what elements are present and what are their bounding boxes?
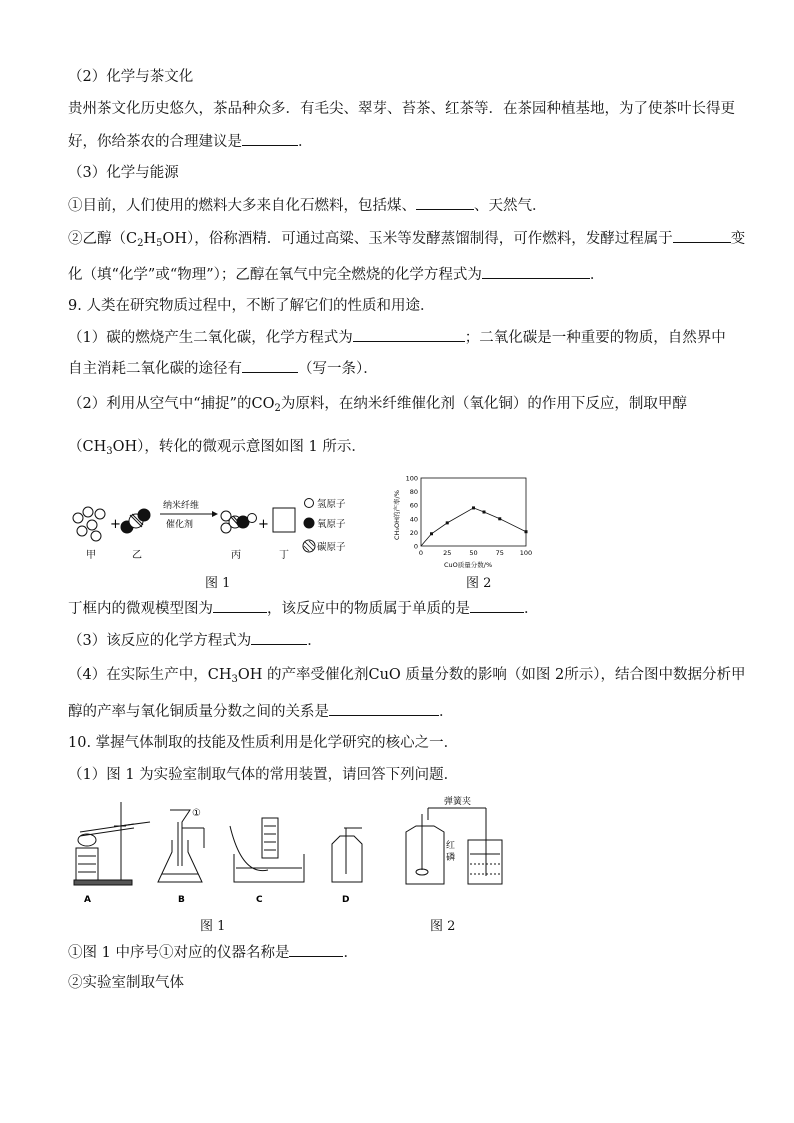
chart-data-point [472,506,475,509]
apparatus-d [332,828,362,882]
chart-series-line [421,508,526,546]
label-ding: 丁 [279,550,289,561]
question-9-part-4-cont: 醇的产率与氧化铜质量分数之间的关系是 ． [68,701,454,722]
chart-y-tick-label: 40 [409,515,418,524]
apparatus-figure-2-caption: 图 2 [430,919,456,934]
answer-blank[interactable] [242,358,298,373]
question-10-title: 10. 掌握气体制取的技能及性质利用是化学研究的核心之一． [68,735,459,751]
molecule-yi [121,509,150,533]
chart-x-tick-label: 50 [469,549,478,557]
label-b: B [178,895,185,905]
question-9-part-3: （3）该反应的化学方程式为 ． [68,630,322,651]
apparatus-a [74,802,150,885]
chart-y-tick-label: 20 [409,528,418,537]
chart-y-axis-label: CH₃OH的产率/% [393,490,401,540]
plus-sign: + [258,517,269,532]
chart-x-axis-label: CuO质量分数/% [444,561,493,569]
section-2-title: （2）化学与茶文化 [68,69,194,85]
answer-blank[interactable] [353,327,465,342]
answer-blank[interactable] [213,598,267,613]
legend-oxygen-label: 氧原子 [317,519,346,530]
chart-y-tick-label: 60 [409,501,418,510]
yield-chart [386,470,546,582]
figure-2-caption: 图 2 [466,576,492,591]
section-2-paragraph-1: 贵州茶文化历史悠久，茶品种众多．有毛尖、翠芽、苔茶、红茶等．在茶园种植基地，为了使茶叶长得更 [68,101,735,117]
question-10-item-2: ②实验室制取气体 [68,975,184,991]
legend-carbon-label: 碳原子 [317,542,346,553]
section-3-item-2-cont: 化（填“化学”或“物理”）；乙醇在氧气中完全燃烧的化学方程式为 ． [68,264,604,285]
apparatus-figure-1-caption: 图 1 [200,919,226,934]
answer-blank[interactable] [251,630,307,645]
catalyst-label-2: 催化剂 [166,520,194,530]
label-c: C [256,895,263,905]
micro-schematic-figure [66,494,366,566]
chart-data-point [430,532,433,535]
chart-y-tick-label: 80 [409,488,418,497]
chart-x-tick-label: 0 [418,549,424,557]
question-9-part-4: （4）在实际生产中，$CH_3OH$ 的产率受催化剂CuO 质量分数的影响（如图 2所示），结合图中数据分析甲 [68,667,746,685]
label-jia: 甲 [86,550,96,561]
question-9-part-2-cont: $(CH_3OH)$，转化的微观示意图如图 1 所示． [68,439,366,457]
label-bing: 丙 [231,550,241,561]
molecule-jia [73,507,105,541]
apparatus-b [158,810,204,882]
section-2-paragraph-2: 好，你给茶农的合理建议是 ． [68,131,313,152]
chart-data-point [446,521,449,524]
answer-blank[interactable] [289,942,343,957]
apparatus-b-mark: ① [192,808,201,819]
label-yi: 乙 [132,550,142,561]
answer-blank[interactable] [329,701,439,716]
question-9-part-2: （2）利用从空气中“捕捉”的$CO_2$为原料，在纳米纤维催化剂（氧化铜）的作用下反应，制取甲醇 [68,396,687,414]
question-9-part-2-answer: 丁框内的微观模型图为 ，该反应中的物质属于单质的是 ． [68,598,539,619]
question-9-part-1: （1）碳的燃烧产生二氧化碳，化学方程式为 ；二氧化碳是一种重要的物质，自然界中 [68,327,726,348]
label-d: D [342,895,350,905]
answer-blank[interactable] [470,598,524,613]
apparatus-figure [66,796,526,916]
question-9-part-1-cont: 自主消耗二氧化碳的途径有 （写一条）． [68,358,378,379]
answer-blank[interactable] [482,264,590,279]
chart-x-tick-label: 75 [495,549,504,557]
plus-sign: + [110,517,121,532]
answer-blank[interactable] [416,195,474,210]
legend-hydrogen-icon [305,499,314,508]
figure-1-caption: 图 1 [205,576,231,591]
label-a: A [84,895,91,905]
chart-y-tick-label: 100 [405,474,418,483]
question-10-item-1: ①图 1 中序号①对应的仪器名称是 ． [68,942,358,963]
chart-x-tick-label: 25 [443,549,452,557]
red-phosphorus-label-2: 磷 [446,853,456,863]
molecule-bing [221,511,257,533]
chart-data-point [525,530,528,533]
question-10-part-1: （1）图 1 为实验室制取气体的常用装置，请回答下列问题． [68,767,459,783]
chart-data-point [483,511,486,514]
reaction-arrowhead [212,511,218,517]
answer-blank[interactable] [242,131,298,146]
chart-data-point [498,517,501,520]
legend-oxygen-icon [304,518,314,528]
question-9-title: 9. 人类在研究物质过程中，不断了解它们的性质和用途． [68,298,435,314]
section-3-item-2: ②乙醇$(C_2H_5OH)$，俗称酒精．可通过高粱、玉米等发酵蒸馏制得，可作燃料，发酵过程属于 变 [68,228,745,249]
legend-hydrogen-label: 氢原子 [317,499,346,510]
clamp-label: 弹簧夹 [444,797,472,807]
box-ding [273,508,295,532]
apparatus-c [230,818,304,882]
chart-plot-area [421,478,526,546]
chart-x-tick-label: 100 [519,549,533,557]
red-phosphorus-label-1: 红 [446,841,456,851]
chart-y-tick-label: 0 [413,542,418,551]
answer-blank[interactable] [673,228,731,243]
section-3-item-1: ①目前，人们使用的燃料大多来自化石燃料，包括煤、 、天然气． [68,195,547,216]
section-3-title: （3）化学与能源 [68,165,179,181]
catalyst-label-1: 纳米纤维 [163,501,200,511]
